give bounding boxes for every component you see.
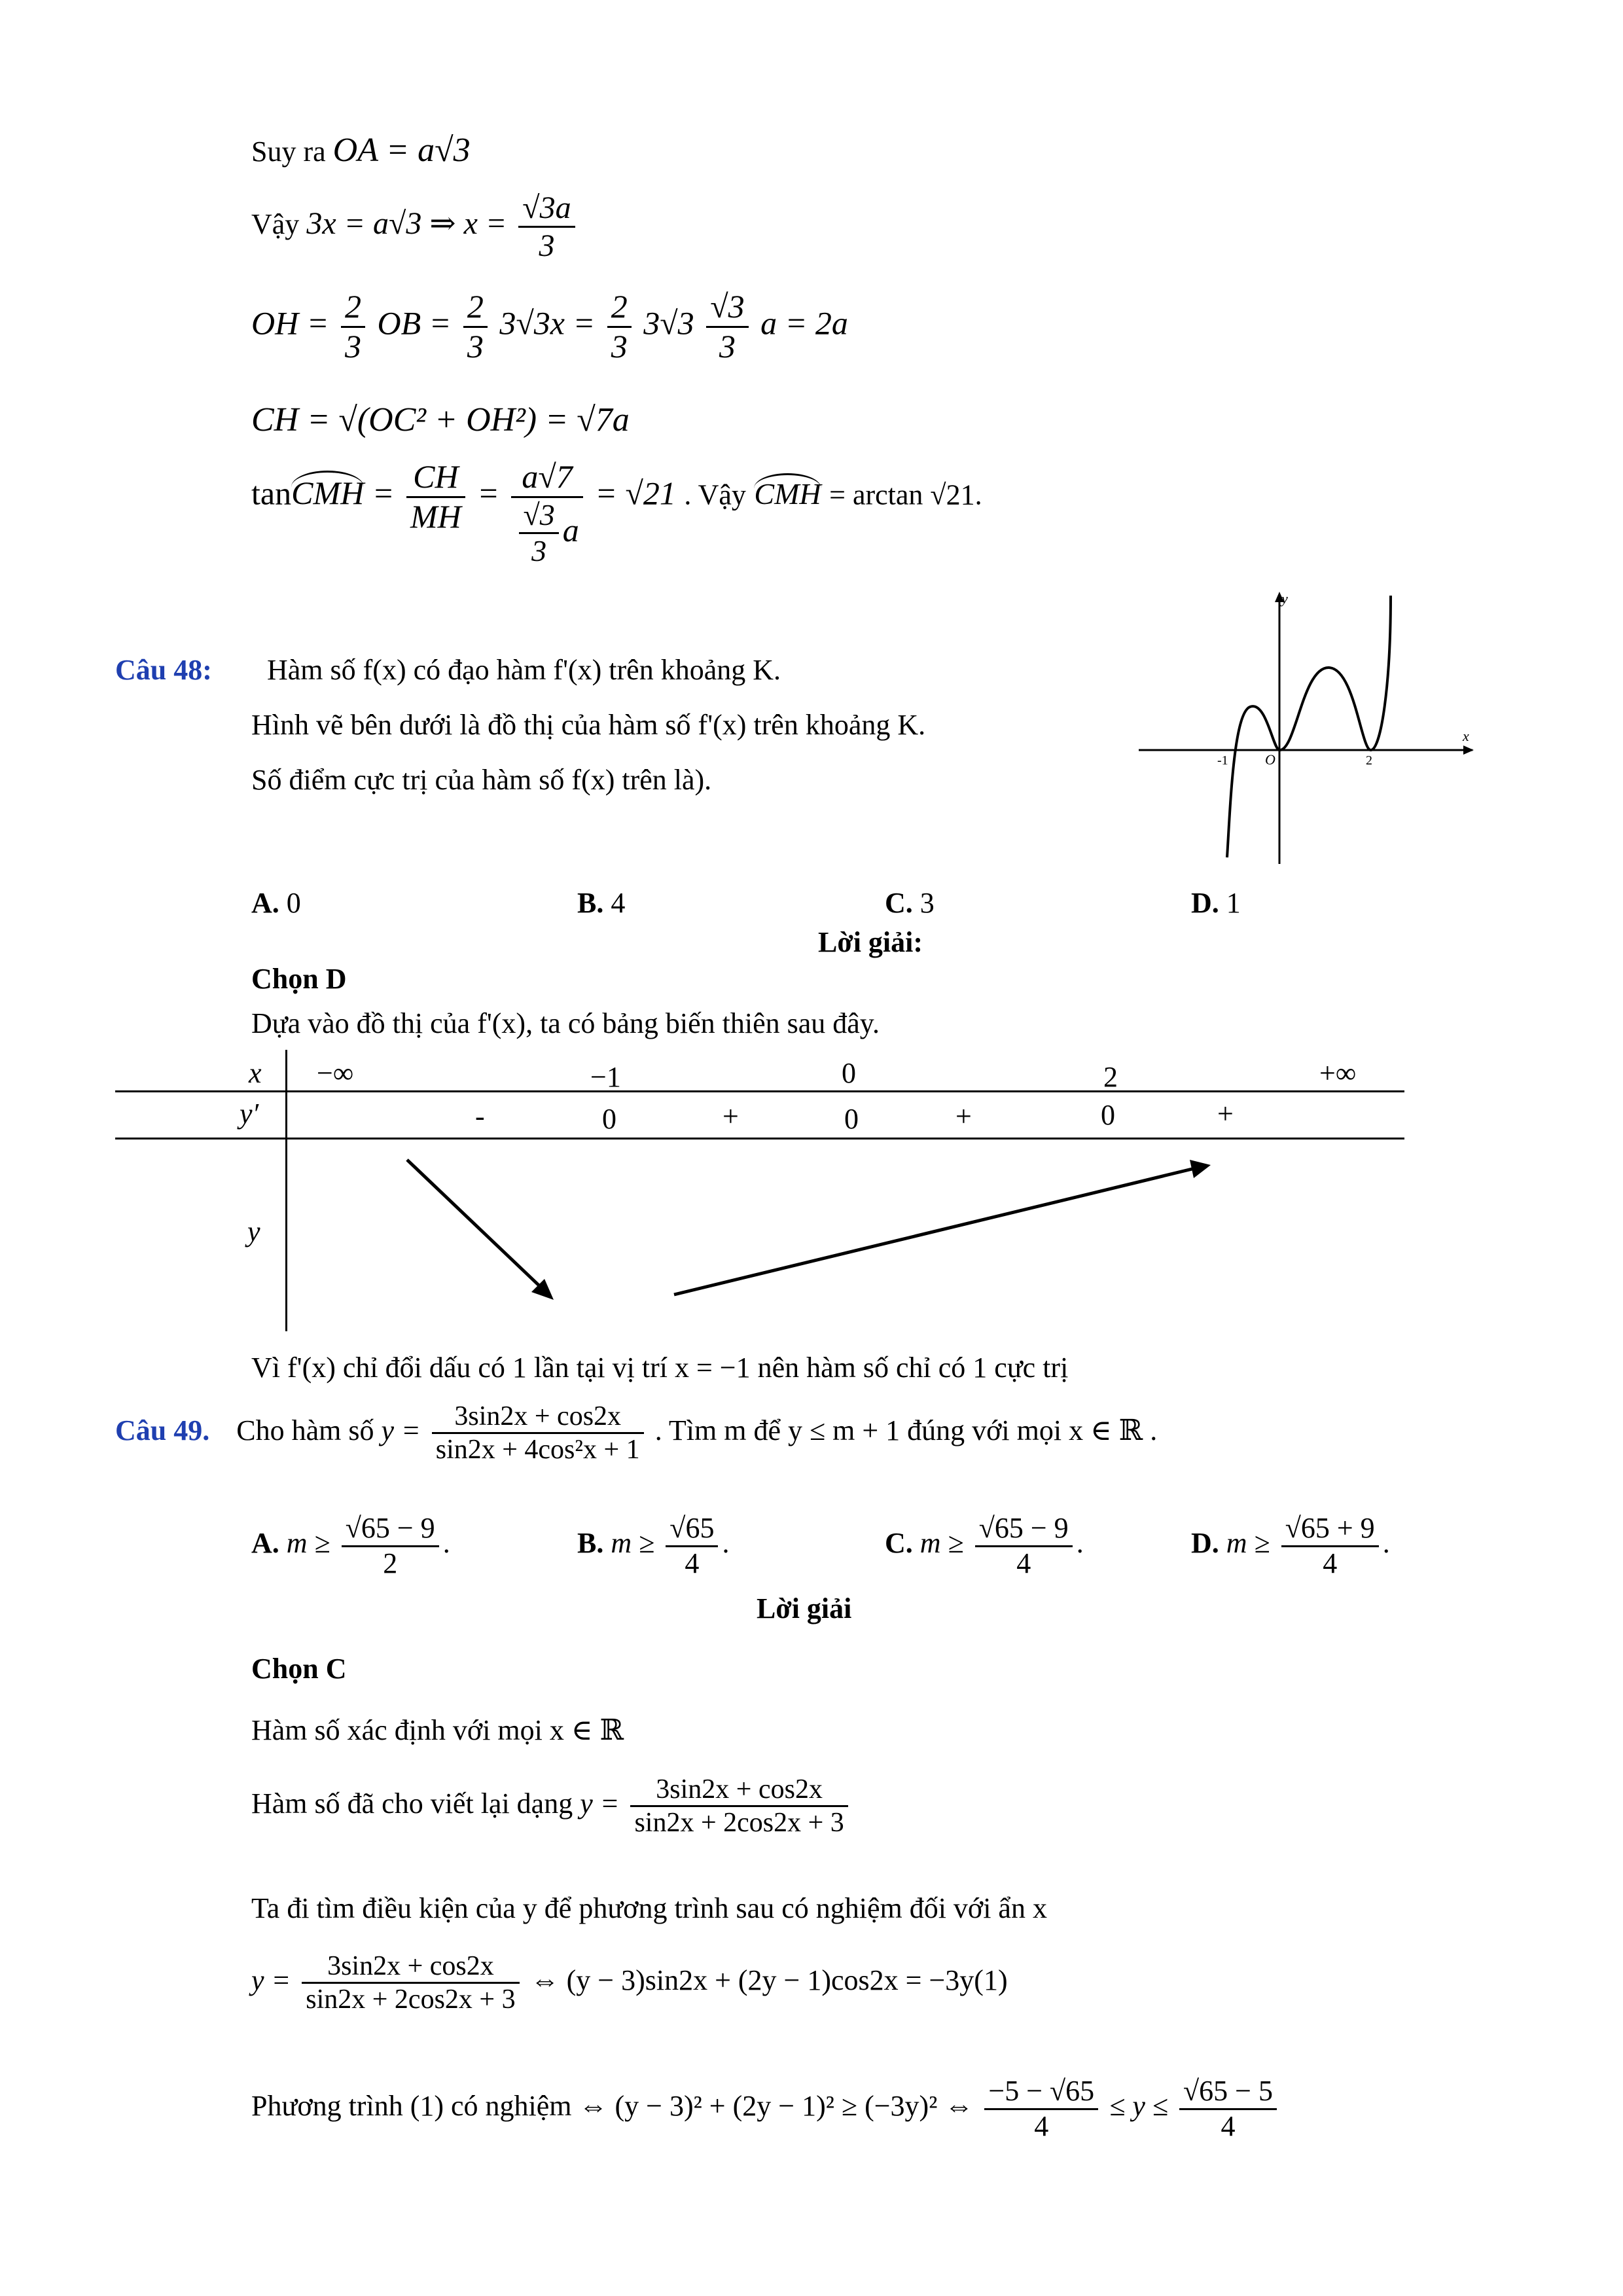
graph-origin: O — [1265, 751, 1275, 768]
q49-chosen: Chọn C — [251, 1653, 347, 1685]
table-x-2: 2 — [1103, 1061, 1118, 1093]
table-yp-sign-3: + — [955, 1100, 972, 1132]
question-48-line2: Hình vẽ bên dưới là đồ thị của hàm số f'(x) trên khoảng K. — [251, 709, 926, 741]
question-48-line1: Hàm số f(x) có đạo hàm f'(x) trên khoảng K. — [267, 654, 781, 686]
question-48-line3: Số điểm cực trị của hàm số f(x) trên là). — [251, 764, 712, 796]
q49-step-5: Phương trình (1) có nghiệm ⇔ (y − 3)² + (2y − 1)² ≥ (−3y)² ⇔ $\frac{-5 - √65}{4}$ ≤ y ≤ $\frac{√65 - 5}{4}$ — [251, 2075, 1281, 2143]
solution-line-oa: Suy ra OA = a√3 — [251, 132, 471, 169]
q49-step-3: Ta đi tìm điều kiện của y để phương trình sau có nghiệm đối với ẩn x — [251, 1892, 1047, 1924]
table-yp-zero-2: 0 — [844, 1103, 859, 1135]
table-x-0: 0 — [842, 1057, 856, 1089]
table-x-neg-inf: −∞ — [317, 1057, 354, 1089]
q49-step-1: Hàm số xác định với mọi x ∈ ℝ — [251, 1714, 624, 1746]
table-yp-sign-4: + — [1217, 1098, 1234, 1130]
q49-solution-title: Lời giải — [757, 1592, 852, 1624]
q49-option-d[interactable]: D. m ≥ $\frac{√65 + 9}{4}$ . — [1191, 1512, 1390, 1579]
question-49-stem: Câu 49. Cho hàm số y = $\frac{3\sin 2x + \cos 2x}{\text{sin2x + 4cos²x + 1}}$ . Tìm m để y ≤ m + 1 đúng với mọi x ∈ ℝ . — [115, 1401, 1158, 1465]
solution-line-ch: CH = √(OC² + OH²) = √7a — [251, 401, 630, 439]
increasing-arrowhead — [1190, 1160, 1211, 1178]
x-axis-arrow — [1463, 745, 1474, 755]
solution-line-tan: tanCMH = $\frac{CH}{MH}$ = a√7 $\frac{√3}{3}$ a = √21 . Vậy CMH = arctan √21. — [251, 458, 982, 568]
variation-arrows — [393, 1152, 1243, 1322]
table-line-mid — [115, 1138, 1404, 1139]
solution-line-oh: OH = $\frac{2}{3}$ OB = $\frac{2}{3}$ 3√3x = $\frac{2}{3}$ 3√3 $\frac{√3}{3}$ a = 2a — [251, 288, 848, 365]
question-48-label: Câu 48: — [115, 654, 212, 686]
graph-tick-2: 2 — [1366, 753, 1372, 768]
q49-option-a[interactable]: A. m ≥ $\frac{√65 - 9}{2}$ . — [251, 1512, 450, 1579]
q49-option-b[interactable]: B. m ≥ $\frac{√65}{4}$ . — [577, 1512, 730, 1579]
q48-option-b[interactable]: B. 4 — [577, 887, 626, 919]
table-yp-zero-3: 0 — [1101, 1099, 1115, 1131]
table-x-minus1: −1 — [590, 1061, 621, 1093]
q48-conclusion: Vì f'(x) chỉ đổi dấu có 1 lần tại vị trí x = −1 nên hàm số chỉ có 1 cực trị — [251, 1352, 1069, 1384]
q48-intro: Dựa vào đồ thị của f'(x), ta có bảng biến thiên sau đây. — [251, 1007, 880, 1039]
graph-tick-minus1: -1 — [1217, 753, 1228, 768]
table-yp-sign-2: + — [722, 1100, 739, 1132]
table-yp-label: y′ — [240, 1098, 259, 1130]
table-x-pos-inf: +∞ — [1319, 1057, 1357, 1089]
q48-option-d[interactable]: D. 1 — [1191, 887, 1241, 919]
q48-chosen: Chọn D — [251, 963, 347, 995]
solution-line-x: Vậy 3x = a√3 ⇒ x = $\frac{√3a}{3}$ — [251, 190, 579, 264]
graph-x-label: x — [1463, 728, 1469, 744]
decreasing-arrow — [407, 1160, 544, 1291]
increasing-arrow — [674, 1168, 1198, 1295]
table-x-label: x — [249, 1057, 262, 1089]
table-y-label: y — [247, 1215, 260, 1247]
q48-option-c[interactable]: C. 3 — [885, 887, 935, 919]
table-yp-sign-1: - — [475, 1100, 485, 1132]
derivative-curve — [1227, 596, 1391, 857]
q48-solution-title: Lời giải: — [818, 926, 923, 958]
q49-step-2: Hàm số đã cho viết lại dạng y = $\frac{3\sin 2x + \cos 2x}{\sin 2x + 2\cos 2x + 3}$ — [251, 1774, 852, 1839]
derivative-graph — [1139, 589, 1479, 864]
table-yp-zero-1: 0 — [602, 1103, 616, 1135]
table-line-vertical — [285, 1050, 287, 1331]
q49-option-c[interactable]: C. m ≥ $\frac{√65 - 9}{4}$ . — [885, 1512, 1084, 1579]
q49-step-4: y = $\frac{3\sin 2x + \cos 2x}{\sin 2x + 2\cos 2x + 3}$ ⇔ (y − 3)sin2x + (2y − 1)cos2x = −3y(1) — [251, 1951, 1008, 2015]
q48-option-a[interactable]: A. 0 — [251, 887, 301, 919]
table-line-top — [115, 1090, 1404, 1092]
graph-y-label: y — [1281, 590, 1288, 607]
